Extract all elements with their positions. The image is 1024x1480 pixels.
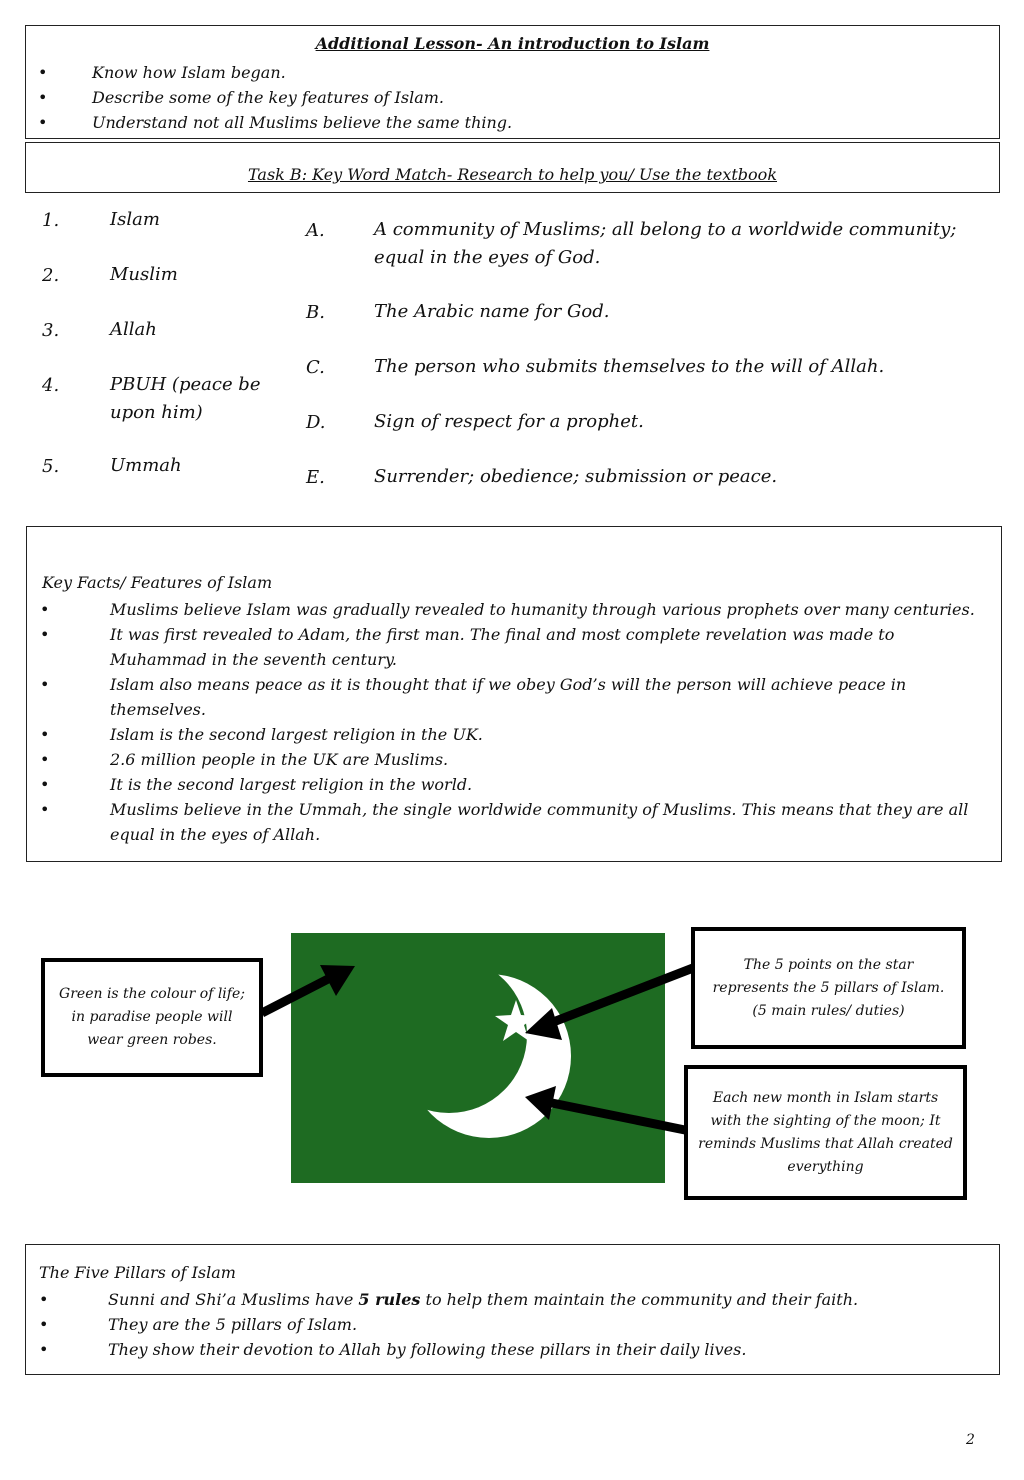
term-ummah: Ummah: [110, 455, 182, 476]
page-number: 2: [966, 1432, 975, 1448]
star-callout-text: The 5 points on the star represents the 5 pillars of Islam. (5 main rules/ duties): [712, 956, 945, 1019]
five-pillars-title: The Five Pillars of Islam: [39, 1263, 236, 1282]
definition-e: Surrender; obedience; submission or peace.: [374, 466, 778, 487]
task-title: Task B: Key Word Match- Research to help you/ Use the textbook: [247, 165, 778, 184]
lesson-title: Additional Lesson- An introduction to Islam: [315, 34, 710, 53]
definition-letter: C.: [306, 357, 325, 378]
definition-b: The Arabic name for God.: [374, 301, 610, 322]
term-pbuh: PBUH (peace be upon him): [110, 374, 261, 423]
definition-letter: E.: [306, 467, 325, 488]
term-number: 1.: [42, 210, 60, 231]
fact-item: • It was first revealed to Adam, the first man. The final and most complete revelation was made to Muhammad in the seventh century.: [27, 622, 1001, 672]
definition-letter: B.: [306, 302, 325, 323]
term-number: 5.: [42, 456, 60, 477]
term-number: 2.: [42, 265, 60, 286]
definition-d: Sign of respect for a prophet.: [374, 411, 644, 432]
fact-item: • Islam also means peace as it is thought that if we obey God’s will the person will achieve peace in themselves.: [27, 672, 1001, 722]
pillar-text: to help them maintain the community and their faith.: [420, 1290, 859, 1309]
moon-callout: [684, 1065, 967, 1200]
definition-letter: A.: [306, 220, 325, 241]
fact-item: • 2.6 million people in the UK are Muslims.: [27, 747, 1001, 772]
objective-item: • Describe some of the key features of Islam.: [26, 85, 999, 110]
fact-item: • Muslims believe Islam was gradually revealed to humanity through various prophets over many centuries.: [27, 597, 1001, 622]
term-muslim: Muslim: [110, 264, 178, 285]
arrow-to-star: [525, 968, 693, 1040]
star-callout: [691, 927, 966, 1049]
green-callout-text: Green is the colour of life; in paradise people will wear green robes.: [59, 986, 245, 1048]
five-pillars-box: [25, 1244, 1000, 1375]
definition-a: A community of Muslims; all belong to a worldwide community; equal in the eyes of God.: [374, 219, 957, 268]
pillar-item: [26, 1287, 999, 1312]
pillar-item: • They are the 5 pillars of Islam.: [26, 1312, 999, 1337]
fact-item: • Islam is the second largest religion in the UK.: [27, 722, 1001, 747]
term-allah: Allah: [110, 319, 157, 340]
five-pillars-list: [26, 1287, 999, 1362]
term-number: 3.: [42, 320, 60, 341]
arrow-to-moon: [525, 1086, 685, 1130]
definition-c: The person who submits themselves to the will of Allah.: [374, 356, 885, 377]
pillar-text: Sunni and Shi’a Muslims have: [108, 1290, 359, 1309]
objective-item: • Understand not all Muslims believe the same thing.: [26, 110, 999, 135]
arrow-to-green: [262, 965, 355, 1013]
fact-item: • Muslims believe in the Ummah, the single worldwide community of Muslims. This means that they are all equal in the eyes of Allah.: [27, 797, 1001, 847]
term-number: 4.: [42, 375, 60, 396]
key-facts-title: Key Facts/ Features of Islam: [42, 573, 273, 592]
definition-letter: D.: [306, 412, 326, 433]
pillar-item: • They show their devotion to Allah by following these pillars in their daily lives.: [26, 1337, 999, 1362]
moon-callout-text: Each new month in Islam starts with the sighting of the moon; It reminds Muslims that Allah created everything: [698, 1089, 953, 1175]
fact-item: • It is the second largest religion in the world.: [27, 772, 1001, 797]
pillar-bold-text: 5 rules: [358, 1290, 421, 1309]
term-islam: Islam: [110, 209, 160, 230]
objective-item: • Know how Islam began.: [26, 60, 999, 85]
green-callout: [41, 958, 263, 1077]
